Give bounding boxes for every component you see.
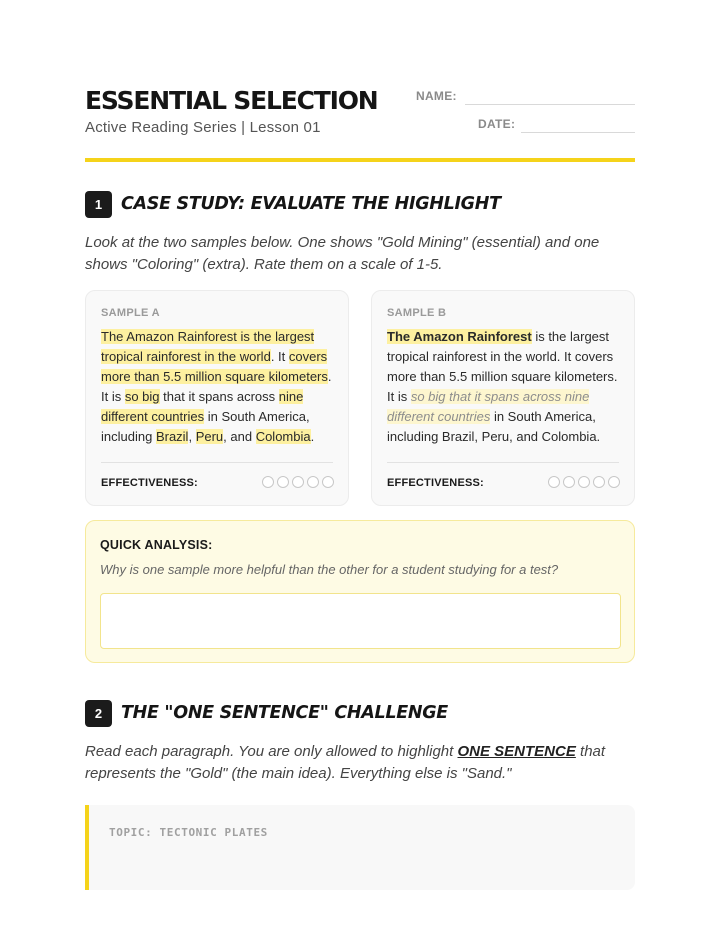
sample-a-highlight: Colombia [255,429,311,444]
quick-analysis-title: QUICK ANALYSIS: [100,538,213,552]
sample-a-text [101,327,337,447]
sample-a-plain: . It is [101,369,332,404]
sample-a-highlight: Brazil [155,429,189,444]
sample-a-plain: , [188,429,196,444]
rating-circle-2[interactable] [563,476,575,488]
rating-circle-5[interactable] [322,476,334,488]
topic-card [85,805,635,890]
sample-a-highlight: Peru [195,429,224,444]
instructions-part-2: that represents the "Gold" (the main idea). Everything else is "Sand." [85,743,606,782]
effectiveness-label: EFFECTIVENESS: [101,477,198,489]
one-sentence-emphasis: ONE SENTENCE [457,743,576,760]
page-subtitle: Active Reading Series | Lesson 01 [85,119,321,136]
sample-a-plain: in South America, including [101,409,310,444]
name-label: NAME: [416,89,457,103]
header-divider [85,158,635,162]
sample-a-card [85,290,349,506]
section-1-title: CASE STUDY: EVALUATE THE HIGHLIGHT [121,194,501,214]
sample-b-highlight-bold: The Amazon Rainforest [387,329,532,344]
instructions-part-1: Read each paragraph. You are only allowed to highlight [85,743,458,760]
divider [387,462,619,463]
date-field[interactable] [521,132,635,133]
sample-b-plain-2: in South America, including Brazil, Peru, and Colombia. [387,409,601,444]
sample-a-plain: that it spans across [159,389,279,404]
page-title: ESSENTIAL SELECTION [85,86,378,115]
rating-circle-4[interactable] [593,476,605,488]
sample-a-highlight: The Amazon Rainforest is the largest tropical rainforest in the world [101,329,315,364]
sample-b-text [387,327,623,447]
date-label: DATE: [478,117,516,131]
section-2-number: 2 [85,700,112,727]
sample-a-plain: . [310,429,315,444]
name-field[interactable] [465,104,635,105]
rating-circle-3[interactable] [292,476,304,488]
quick-analysis-answer-input[interactable] [100,593,621,649]
sample-b-plain-1: is the largest tropical rainforest in the world. It covers more than 5.5 million square kilometers. It is [387,329,618,404]
section-1-instructions: Look at the two samples below. One shows "Gold Mining" (essential) and one shows "Coloring" (extra). Rate them on a scale of 1-5. [85,234,600,273]
rating-circle-2[interactable] [277,476,289,488]
topic-label: TOPIC: TECTONIC PLATES [109,826,268,839]
sample-b-card [371,290,635,506]
divider [101,462,333,463]
sample-a-rating [262,476,334,488]
sample-a-highlight: nine different countries [101,389,304,424]
rating-circle-4[interactable] [307,476,319,488]
rating-circle-5[interactable] [608,476,620,488]
effectiveness-label: EFFECTIVENESS: [387,477,484,489]
section-2-title: THE "ONE SENTENCE" CHALLENGE [121,703,448,723]
sample-a-highlight: so big [124,389,160,404]
rating-circle-1[interactable] [262,476,274,488]
sample-a-plain: , and [223,429,256,444]
sample-a-plain: . It [270,349,289,364]
sample-b-label: SAMPLE B [387,307,447,319]
sample-a-highlight: covers more than 5.5 million square kilometers [101,349,328,384]
sample-b-rating [548,476,620,488]
quick-analysis-box [85,520,635,663]
sample-b-highlight-faint: so big that it spans across nine different countries [387,389,590,424]
section-1-number: 1 [85,191,112,218]
rating-circle-1[interactable] [548,476,560,488]
sample-a-label: SAMPLE A [101,307,160,319]
section-2-instructions [85,741,625,785]
quick-analysis-question: Why is one sample more helpful than the other for a student studying for a test? [100,562,559,577]
rating-circle-3[interactable] [578,476,590,488]
